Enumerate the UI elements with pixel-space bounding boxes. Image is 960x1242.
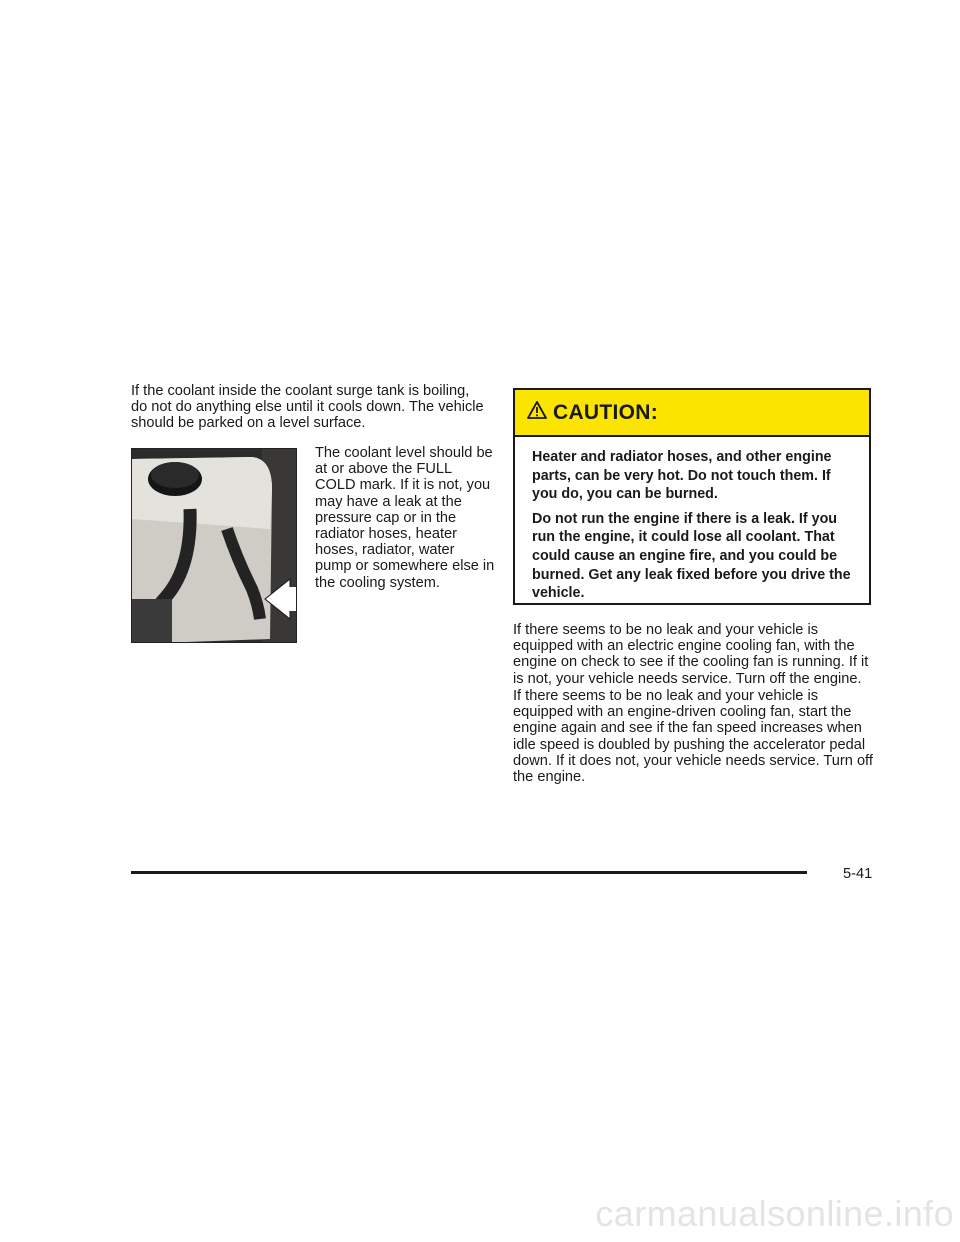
caution-paragraph: Do not run the engine if there is a leak. If you run the engine, it could lose all coolant. That could cause an engine fire, and you could be burned. Get any leak fixed before you drive the vehicle. bbox=[532, 510, 851, 602]
watermark: carmanualsonline.info bbox=[595, 1193, 954, 1234]
caution-body bbox=[515, 437, 869, 603]
caution-header bbox=[515, 390, 869, 437]
page-number: 5-41 bbox=[843, 866, 873, 882]
caution-title: CAUTION: bbox=[553, 400, 659, 424]
caution-paragraph: Heater and radiator hoses, and other engine parts, can be very hot. Do not touch them. If you do, you can be burned. bbox=[532, 449, 832, 503]
footer-rule bbox=[131, 871, 807, 874]
photo-caption: The coolant level should be at or above the FULL COLD mark. If it is not, you may have a leak at the pressure cap or in the radiator hoses, heater hoses, radiator, water pump or somewhere else in the cooling system. bbox=[315, 445, 495, 591]
intro-paragraph: If the coolant inside the coolant surge tank is boiling, do not do anything else until it cools down. The vehicle should be parked on a level surface. bbox=[131, 383, 484, 432]
coolant-tank-photo bbox=[131, 448, 297, 643]
caution-box bbox=[513, 388, 871, 605]
engine-driven-fan-paragraph: If there seems to be no leak and your vehicle is equipped with an engine-driven cooling fan, start the engine again and see if the fan speed increases when idle speed is doubled by pushing the accelerator pedal down. If it does not, your vehicle needs service. Turn off the engine. bbox=[513, 688, 873, 786]
caution-triangle-icon bbox=[527, 400, 547, 425]
electric-fan-paragraph: If there seems to be no leak and your vehicle is equipped with an electric engine cooling fan, with the engine on check to see if the cooling fan is running. If it is not, your vehicle needs service. Turn off the engine. bbox=[513, 622, 869, 687]
